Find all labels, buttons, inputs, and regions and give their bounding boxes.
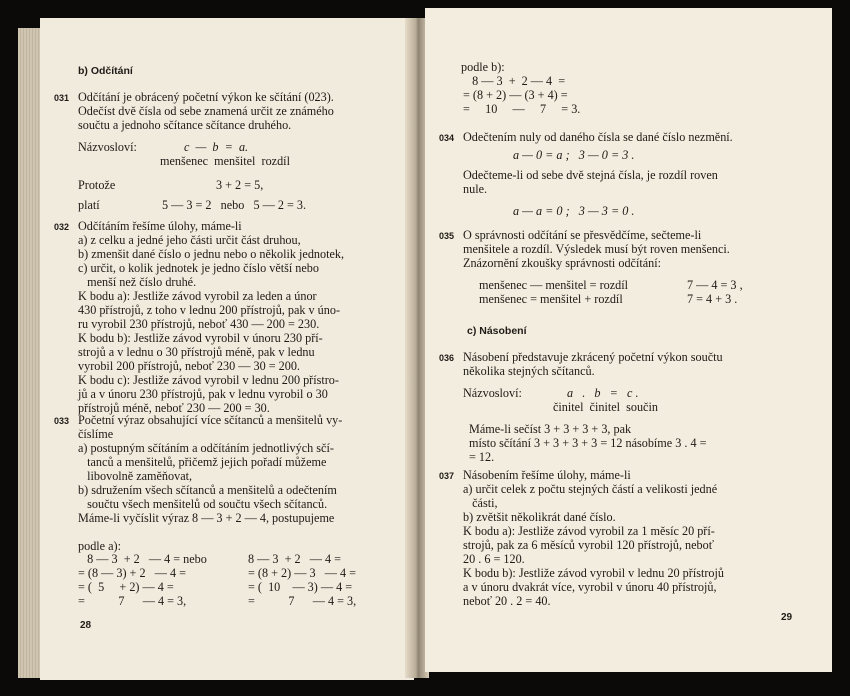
p032-line: K bodu b): Jestliže závod vyrobil v únoru 230 pří-	[78, 331, 323, 345]
p032-line: vyrobil 200 přístrojů, neboť 230 — 30 = 200.	[78, 359, 300, 373]
nomenclature-label: Názvosloví:	[78, 140, 137, 154]
p033-line: a) postupným sčítáním a odčítáním jednotlivých sčí-	[78, 441, 334, 455]
p032-line: ru vyrobil 230 přístrojů, neboť 430 — 200 = 230.	[78, 317, 320, 331]
paragraph-number-037: 037	[439, 471, 455, 481]
paragraph-number-033: 033	[54, 416, 70, 426]
p037-line: K bodu b): Jestliže závod vyrobil v lednu 20 přístrojů	[463, 566, 724, 580]
p033-line: číslíme	[78, 427, 114, 441]
paragraph-number-031: 031	[54, 93, 70, 103]
p033-line: součtu všech menšitelů od součtu všech sčítanců.	[78, 497, 328, 511]
check-formula-right: 7 — 4 = 3 ,	[687, 278, 743, 292]
paragraph-035-line: O správnosti odčítání se přesvědčíme, sečteme-li	[463, 228, 702, 242]
paragraph-036b-line: místo sčítání 3 + 3 + 3 + 3 = 12 násobíme 3 . 4 =	[469, 436, 707, 450]
paragraph-031-line: součtu a jednoho sčítance sčítance druhého.	[78, 118, 292, 132]
p032-line: jů a v únoru 230 přístrojů, pak v lednu vyrobil o 30	[78, 387, 328, 401]
p037-line: a) určit celek z počtu stejných částí a velikosti jedné	[463, 482, 718, 496]
left-page	[40, 18, 414, 680]
check-formula-right: 7 = 4 + 3 .	[687, 292, 738, 306]
holds-expression: 5 — 3 = 2 nebo 5 — 2 = 3.	[162, 198, 307, 212]
p032-line: K bodu a): Jestliže závod vyrobil za leden a únor	[78, 289, 317, 303]
p037-line: 20 . 6 = 120.	[463, 552, 525, 566]
paragraph-031-line: Odečíst dvě čísla od sebe znamená určit ze známého	[78, 104, 334, 118]
because-label: Protože	[78, 178, 116, 192]
p033-line: Máme-li vyčíslit výraz 8 — 3 + 2 — 4, postupujeme	[78, 511, 335, 525]
section-title-odcitani: b) Odčítání	[78, 65, 133, 77]
calca-line: = ( 5 + 2) — 4 =	[78, 580, 174, 594]
multiplication-term-names: činitel činitel součin	[553, 400, 658, 414]
same-number-formula: a — a = 0 ; 3 — 3 = 0 .	[513, 204, 635, 218]
calca-line: = 7 — 4 = 3,	[78, 594, 187, 608]
calcc-line: = 10 — 7 = 3.	[463, 102, 581, 116]
paragraph-number-032: 032	[54, 222, 70, 232]
p037-line: Násobením řešíme úlohy, máme-li	[463, 468, 631, 482]
multiplication-formula: a . b = c .	[567, 386, 639, 400]
paragraph-034-line: Odečtením nuly od daného čísla se dané číslo nezmění.	[463, 130, 733, 144]
paragraph-number-035: 035	[439, 231, 455, 241]
p032-line: Odčítáním řešíme úlohy, máme-li	[78, 219, 242, 233]
paragraph-number-036: 036	[439, 353, 455, 363]
p033-line: Početní výraz obsahující více sčítanců a menšitelů vy-	[78, 413, 343, 427]
p032-line: K bodu c): Jestliže závod vyrobil v lednu 200 přístro-	[78, 373, 339, 387]
p032-line: a) z celku a jedné jeho části určit část druhou,	[78, 233, 301, 247]
section-title-nasobeni: c) Násobení	[467, 325, 527, 337]
p037-line: b) zvětšit několikrát dané číslo.	[463, 510, 616, 524]
p033-line: b) sdružením všech sčítanců a menšitelů a odečtením	[78, 483, 337, 497]
p032-line: 430 přístrojů, z toho v lednu 200 přístrojů, pak v úno-	[78, 303, 341, 317]
paragraph-031-line: Odčítání je obrácený početní výkon ke sčítání (023).	[78, 90, 334, 104]
check-formula-left: menšenec = menšitel + rozdíl	[479, 292, 623, 306]
calcc-line: = (8 + 2) — (3 + 4) =	[463, 88, 568, 102]
calca-line: 8 — 3 + 2 — 4 = nebo	[78, 552, 207, 566]
p032-line: strojů a v lednu o 30 přístrojů méně, pak v lednu	[78, 345, 315, 359]
paragraph-034-line: nule.	[463, 182, 488, 196]
p032-line: b) zmenšit dané číslo o jednu nebo o několik jednotek,	[78, 247, 345, 261]
p037-line: K bodu a): Jestliže závod vyrobil za 1 měsíc 20 pří-	[463, 524, 715, 538]
subtraction-formula: c — b = a.	[184, 140, 249, 154]
paragraph-036b-line: = 12.	[469, 450, 495, 464]
page-stack-edge	[18, 28, 42, 678]
p033-line: libovolně zaměňovat,	[78, 469, 193, 483]
p032-line: menší než číslo druhé.	[78, 275, 197, 289]
nomenclature-label: Názvosloví:	[463, 386, 522, 400]
holds-label: platí	[78, 198, 100, 212]
p037-line: a v únoru dvakrát více, vyrobil v únoru 40 přístrojů,	[463, 580, 717, 594]
p033-line: podle a):	[78, 539, 121, 553]
page-number-left: 28	[80, 620, 92, 631]
p037-line: strojů, pak za 6 měsíců vyrobil 120 přístrojů, neboť	[463, 538, 714, 552]
p032-line: přístrojů méně, neboť 230 — 200 = 30.	[78, 401, 270, 415]
check-formula-left: menšenec — menšitel = rozdíl	[479, 278, 629, 292]
zero-rule-formula: a — 0 = a ; 3 — 0 = 3 .	[513, 148, 635, 162]
calcb-line: = (8 + 2) — 3 — 4 =	[248, 566, 356, 580]
right-page	[425, 8, 832, 672]
calcb-line: = ( 10 — 3) — 4 =	[248, 580, 353, 594]
paragraph-number-034: 034	[439, 133, 455, 143]
paragraph-036b-line: Máme-li sečíst 3 + 3 + 3 + 3, pak	[469, 422, 632, 436]
calcb-line: 8 — 3 + 2 — 4 =	[248, 552, 341, 566]
because-expression: 3 + 2 = 5,	[216, 178, 264, 192]
paragraph-034-line: Odečteme-li od sebe dvě stejná čísla, je rozdíl roven	[463, 168, 718, 182]
p032-line: c) určit, o kolik jednotek je jedno číslo větší nebo	[78, 261, 319, 275]
paragraph-035-line: menšitele a rozdíl. Výsledek musí být roven menšenci.	[463, 242, 730, 256]
paragraph-036-line: několika stejných sčítanců.	[463, 364, 595, 378]
paragraph-036-line: Násobení představuje zkrácený početní výkon součtu	[463, 350, 723, 364]
subtraction-term-names: menšenec menšitel rozdíl	[160, 154, 290, 168]
by-b-label: podle b):	[461, 60, 505, 74]
p037-line: neboť 20 . 2 = 40.	[463, 594, 551, 608]
calca-line: = (8 — 3) + 2 — 4 =	[78, 566, 186, 580]
calcb-line: = 7 — 4 = 3,	[248, 594, 357, 608]
calcc-line: 8 — 3 + 2 — 4 =	[463, 74, 566, 88]
p033-line: tanců a menšitelů, přičemž jejich pořadí můžeme	[78, 455, 327, 469]
page-number-right: 29	[781, 612, 793, 623]
paragraph-035-line: Znázornění zkoušky správnosti odčítání:	[463, 256, 661, 270]
p037-line: části,	[463, 496, 498, 510]
